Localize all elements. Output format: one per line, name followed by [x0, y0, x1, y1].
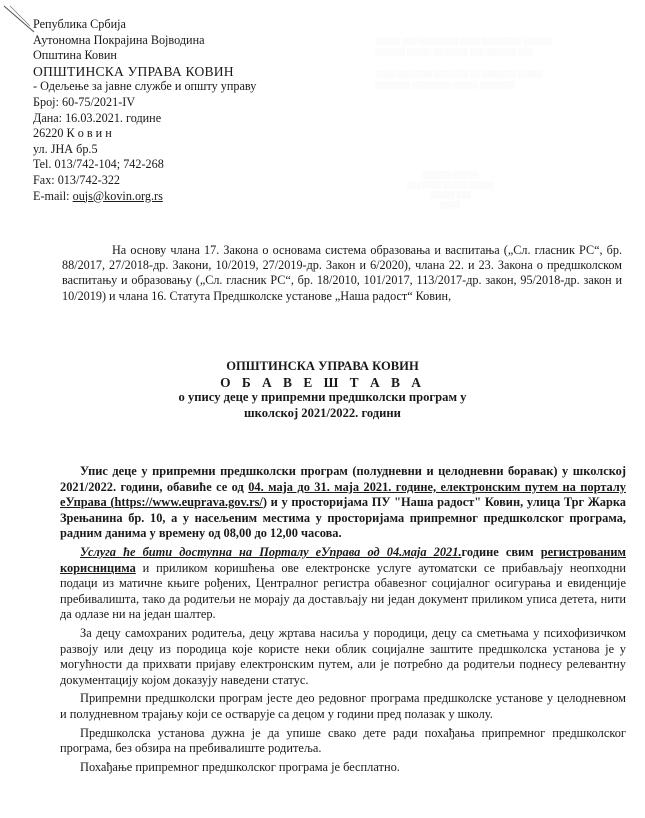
header-country: Република Србија	[33, 17, 126, 31]
header-date: Дана: 16.03.2021. године	[33, 110, 162, 125]
title-authority: ОПШТИНСКА УПРАВА КОВИН	[226, 359, 419, 373]
euprava-link[interactable]: https://www.euprava.gov.rs/	[114, 495, 263, 510]
paragraph-portal: Услуга ће бити доступна на Порталу еУправа од 04.маја 2021.године свим регистрованим корисницима и приликом коришћења ове електронске услуге аутоматски се прибављају неопходни подаци из матичне књиге рођених, Централног регистра обавезног социјалног осигурања и евиденције пребивалишта, тако да родитељи не морају да достављају ни један документ приликом уписа детета, нити да одлазе ни на један шалтер.	[60, 544, 626, 622]
header-municipality: Општина Ковин	[33, 48, 117, 63]
letterhead	[33, 17, 256, 204]
title-school-year: школској 2021/2022. години	[244, 405, 401, 420]
paragraph-obligation: Предшколска установа дужна је да упише свако дете ради похађања припремног предшколског програма, без обзира на пребивалиште родитеља.	[60, 725, 626, 756]
header-number: Број: 60-75/2021-IV	[33, 94, 136, 109]
paragraph-free: Похађање припремног предшколског програма је бесплатно.	[80, 759, 400, 774]
bleed-through-stamp: ░░░░░░ ░░░░░ ░░░░░░░ ░░░░░ ░░░░░ ░░░░░ ░░░ ░░░░	[406, 171, 494, 209]
header-phone: Tel. 013/742-104; 742-268	[33, 157, 164, 172]
header-postal: 26220 К о в и н	[33, 126, 112, 141]
header-email-line	[33, 189, 256, 205]
header-administration: ОПШТИНСКА УПРАВА КОВИН	[33, 63, 234, 79]
paragraph-program: Припремни предшколски програм јесте део редовног програма предшколске установе у целодневном и полудневном трајању који се остварује са децом у години пред полазак у школу.	[60, 691, 626, 721]
title-subject: о упису деце у припремни предшколски програм у	[178, 390, 467, 404]
paragraph-enrollment-dates: Упис деце у припремни предшколски програм (полудневни и целодневни боравак) у школској 2021/2022. години, обавиће се од 04. маја до 31. маја 2021. године, електронским путем на порталу еУправа (https://www.euprava.gov.rs/) и у просторијама ПУ "Наша радост" Ковин, улица Трг Жарка Зрењанина бр. 10, а у насељеним местима у просторијама припремног предшколског програма, радним данима у времену од 08,00 до 12,00 часова.	[60, 464, 627, 541]
email-link[interactable]: oujs@kovin.org.rs	[72, 188, 163, 203]
header-department: - Одељење за јавне службе и општу управу	[33, 79, 257, 94]
notice-body	[60, 464, 626, 778]
title-announces: О Б А В Е Ш Т А В А	[220, 374, 425, 390]
paragraph-special-cases: За децу самохраних родитеља, децу жртава насиља у породици, децу са сметњама у психофизичком развоју или децу из породица које користе неки облик социјалне заштите предшколска установа је у могућности да прихвати пријаву електронским путем, али је потребно да родитељи поднесу релевантну документацију којом доказују наведени статус.	[60, 625, 626, 687]
header-province: Аутономна Покрајина Војводина	[33, 32, 205, 47]
legal-basis-paragraph: На основу члана 17. Закона о основама система образовања и васпитања („Сл. гласник РС“, бр. 88/2017, 27/2018-др. Закони, 10/2019, 27/2019-др. Закон и 6/2020), члана 22. и 23. Закона о предшколском васпитању и образовању („Сл. гласник РС“, бр. 18/2010, 101/2017, 113/2017-др. закон, 95/2018-др. закон и 10/2019) и члана 16. Статута Предшколске установе „Наша радост“ Ковин,	[62, 243, 622, 303]
email-label: E-mail:	[33, 188, 73, 203]
header-street: ул. ЈНА бр.5	[33, 141, 98, 156]
notice-title	[0, 359, 645, 421]
header-fax: Fax: 013/742-322	[33, 172, 121, 187]
bleed-through-text: ░░░░░ ░░░ ░░░░░░░░ ░░░░ ░░░░░░░░ ░░░░░░ ░░░░░░ ░░░░░ ░░░░░░░ ░░░ ░░░░░░ ░░░ ░░░░ ░░░░░░░ ░░░░░░░ ░░ ░░░░░░░ ░░░░░ ░░░░░░░ ░░░░░░░░ ░░░░░ ░░░░░░░	[375, 37, 553, 89]
